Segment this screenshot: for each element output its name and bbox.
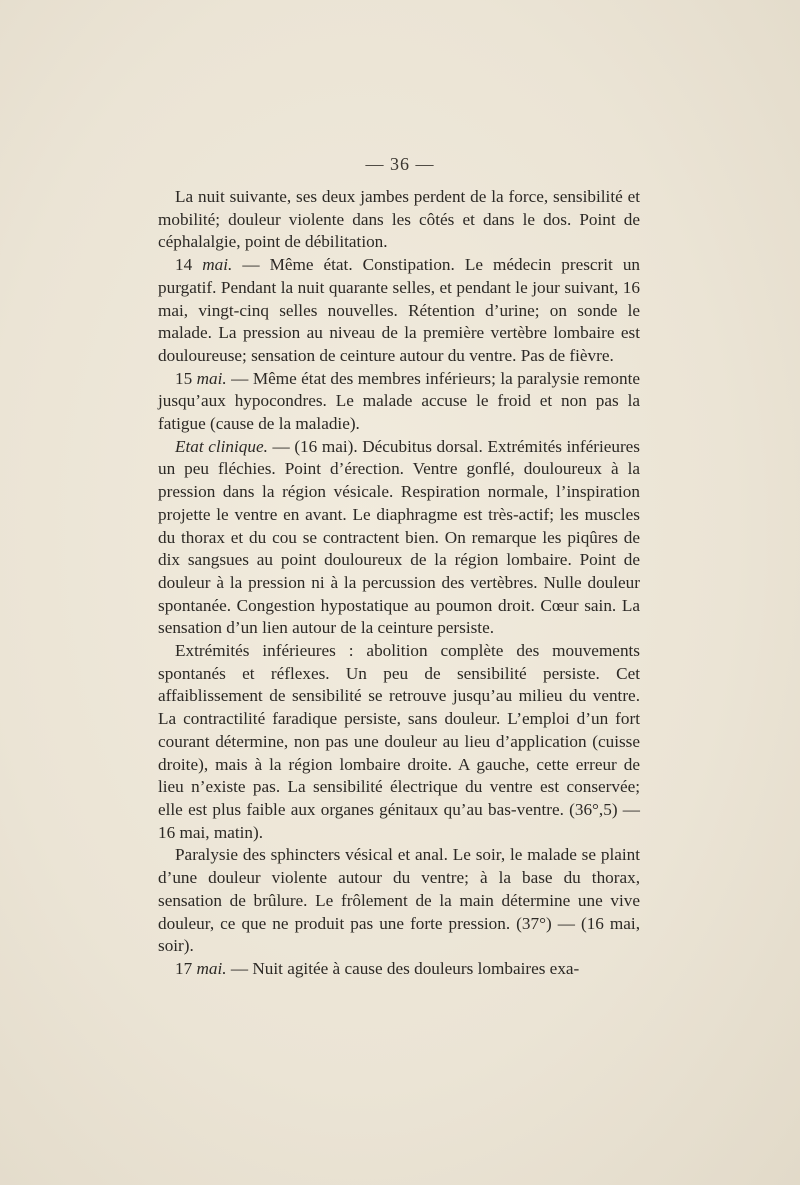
page-number: — 36 — (365, 154, 435, 174)
paragraph-4-heading: Etat clinique. (175, 436, 268, 456)
paragraph-7-date-month: mai. (196, 958, 227, 978)
paragraph-2-date-num: 14 (175, 255, 203, 275)
paragraph-6-text: Paralysie des sphincters vésical et anal. Le soir, le malade se plaint d’une douleur violente autour du ventre; à la base du thorax, sensation de brûlure. Le frôlement de la main détermine une vive douleur, ce que ne produit pas une forte pression. (37°) — (16 mai, soir). (158, 845, 640, 956)
paragraph-4 (158, 436, 640, 640)
paragraph-1 (158, 186, 640, 254)
paragraph-7 (158, 958, 640, 981)
paragraph-6 (158, 844, 640, 958)
paragraph-1-text: La nuit suivante, ses deux jambes perdent de la force, sensibilité et mobilité; douleur violente dans les côtés et dans le dos. Point de céphalalgie, point de débilitation. (158, 187, 640, 252)
paragraph-5 (158, 640, 640, 844)
paragraph-3 (158, 368, 640, 436)
paragraph-3-text: — Même état des membres inférieurs; la paralysie remonte jusqu’aux hypocondres. Le malade accuse le froid et non pas la fatigue (cause de la maladie). (158, 368, 640, 434)
paragraph-7-date-num: 17 (175, 958, 197, 978)
paragraph-2-date-month: mai. (202, 255, 233, 275)
paragraph-2 (158, 254, 640, 368)
paragraph-3-date-month: mai. (196, 368, 227, 388)
body-text (158, 186, 640, 981)
paragraph-7-text: — Nuit agitée à cause des douleurs lombaires exa- (226, 958, 580, 978)
paragraph-2-text: — Même état. Constipation. Le médecin prescrit un purgatif. Pendant la nuit quarante selles, et pendant le jour suivant, 16 mai, vingt-cinq selles nouvelles. Rétention d’urine; on sonde le malade. La pression au niveau de la première vertèbre lombaire est douloureuse; sensation de ceinture autour du ventre. Pas de fièvre. (158, 255, 641, 365)
paragraph-3-date-num: 15 (175, 368, 197, 388)
paragraph-4-text: — (16 mai). Décubitus dorsal. Extrémités inférieures un peu fléchies. Point d’érection. Ventre gonflé, douloureux à la pression dans la région vésicale. Respiration normale, l’inspiration projette le ventre en avant. Le diaphragme est très-actif; les muscles du thorax et du cou se contractent bien. On remarque les piqûres de dix sangsues au point douloureux de la région lombaire. Point de douleur à la pression ni à la percussion des vertèbres. Nulle douleur spontanée. Congestion hypostatique au poumon droit. Cœur sain. La sensation d’un lien autour de la ceinture persiste. (158, 436, 640, 638)
paragraph-5-text: Extrémités inférieures : abolition complète des mouvements spontanés et réflexes. Un peu de sensibilité persiste. Cet affaiblissement de sensibilité se retrouve jusqu’au milieu du ventre. La contractilité faradique persiste, sans douleur. L’emploi d’un fort courant détermine, non pas une douleur au lieu d’application (cuisse droite), mais à la région lombaire droite. A gauche, cette erreur de lieu n’existe pas. La sensibilité électrique du ventre est conservée; elle est plus faible aux organes génitaux qu’au bas-ventre. (36°,5) — 16 mai, matin). (158, 641, 640, 842)
